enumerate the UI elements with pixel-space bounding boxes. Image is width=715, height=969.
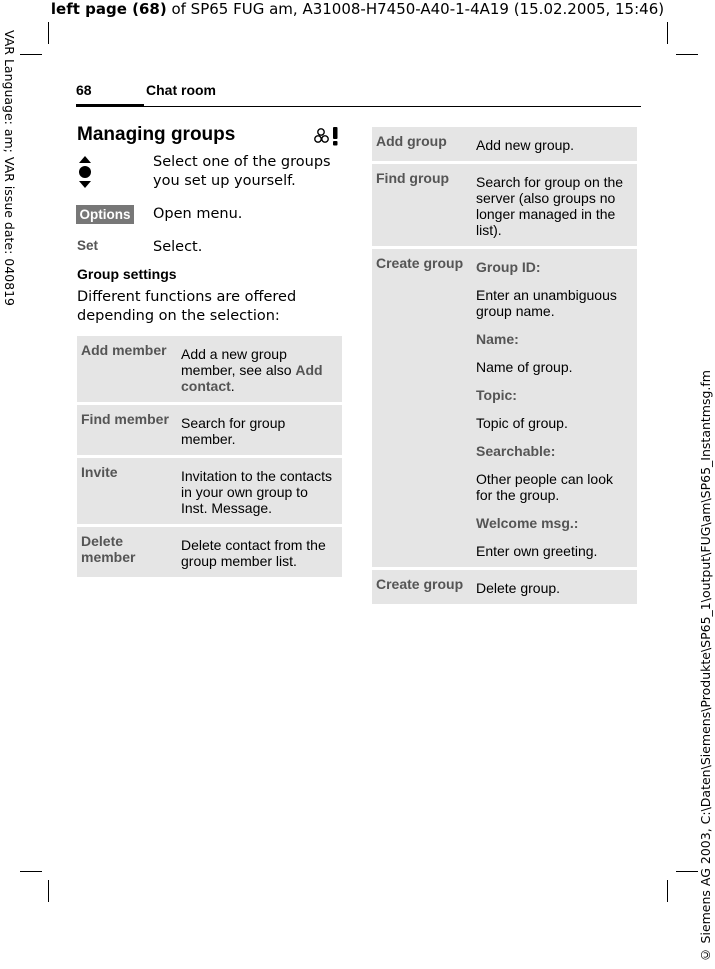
field-label: Name: — [476, 331, 519, 347]
slug-rest: of SP65 FUG am, A31008-H7450-A40-1-4A19 (15.02.2005, 15:46) — [166, 0, 665, 18]
description-text: Add a new group member, see also — [181, 346, 296, 378]
subheading: Group settings — [77, 266, 177, 282]
function-name: Create group — [372, 570, 476, 604]
nav-key-icon — [78, 156, 92, 188]
side-note-right-text: © Siemens AG 2003, C:\Daten\Siemens\Produkte\SP65_1\output\FUG\am\SP65_Instantmsg.fm — [698, 369, 713, 962]
options-softkey: Options — [76, 205, 134, 224]
crop-mark — [20, 871, 42, 872]
crop-mark — [48, 22, 49, 44]
function-name: Delete member — [77, 527, 181, 577]
side-note-right — [697, 369, 715, 962]
table-row — [372, 570, 637, 604]
function-description: Delete group. — [476, 570, 637, 604]
table-row — [372, 249, 637, 567]
section-heading: Managing groups — [77, 124, 236, 145]
exclamation-icon — [333, 127, 338, 146]
field-text: Name of group. — [476, 359, 573, 375]
cross-reference: Add contact — [181, 362, 323, 394]
crop-mark — [676, 54, 698, 55]
intro-text-select: Select one of the groups you set up yourself. — [153, 154, 331, 189]
member-functions-table — [77, 333, 342, 580]
field-label: Topic: — [476, 387, 517, 403]
slug-bold: left page (68) — [50, 0, 167, 18]
table-row — [77, 458, 342, 524]
intro-text-options: Open menu. — [153, 206, 243, 222]
table-row — [77, 336, 342, 402]
intro-text-set: Select. — [153, 239, 203, 255]
crop-mark — [20, 54, 42, 55]
function-name: Create group — [372, 249, 476, 567]
field-text: Enter own greeting. — [476, 543, 598, 559]
table-row — [77, 527, 342, 577]
field-label: Welcome msg.: — [476, 515, 579, 531]
side-note-left-text: VAR Language: am; VAR issue date: 040819 — [2, 30, 17, 306]
function-name: Find group — [372, 164, 476, 246]
crop-mark — [676, 871, 698, 872]
set-key: Set — [77, 238, 99, 253]
field-text: Topic of group. — [476, 415, 568, 431]
crop-mark — [48, 880, 49, 902]
create-group-fields — [476, 249, 637, 567]
heading-icons — [312, 126, 342, 146]
function-name: Invite — [77, 458, 181, 524]
field-text: Enter an unambiguous group name. — [476, 287, 617, 319]
function-name: Add member — [77, 336, 181, 402]
chapter-title: Chat room — [146, 82, 216, 98]
group-functions-table — [372, 124, 637, 607]
field-label: Searchable: — [476, 443, 556, 459]
crop-mark — [667, 22, 668, 44]
header-rule — [144, 106, 641, 107]
side-note-left — [0, 30, 18, 330]
header-rule-thick — [76, 104, 144, 107]
crop-mark — [667, 880, 668, 902]
function-description — [181, 336, 342, 402]
field-label: Group ID: — [476, 259, 541, 275]
function-description: Delete contact from the group member list. — [181, 527, 342, 577]
function-description: Invitation to the contacts in your own group to Inst. Message. — [181, 458, 342, 524]
print-slug — [0, 0, 715, 18]
function-name: Add group — [372, 127, 476, 161]
function-name: Find member — [77, 405, 181, 455]
subtext: Different functions are offered depending on the selection: — [77, 289, 297, 324]
function-description: Search for group on the server (also groups no longer managed in the list). — [476, 164, 637, 246]
description-end: . — [230, 378, 235, 394]
table-row — [372, 164, 637, 246]
table-row — [372, 127, 637, 161]
function-description: Search for group member. — [181, 405, 342, 455]
network-service-icon — [315, 129, 328, 142]
table-row — [77, 405, 342, 455]
function-description: Add new group. — [476, 127, 637, 161]
page-number: 68 — [76, 82, 92, 98]
field-text: Other people can look for the group. — [476, 471, 613, 503]
